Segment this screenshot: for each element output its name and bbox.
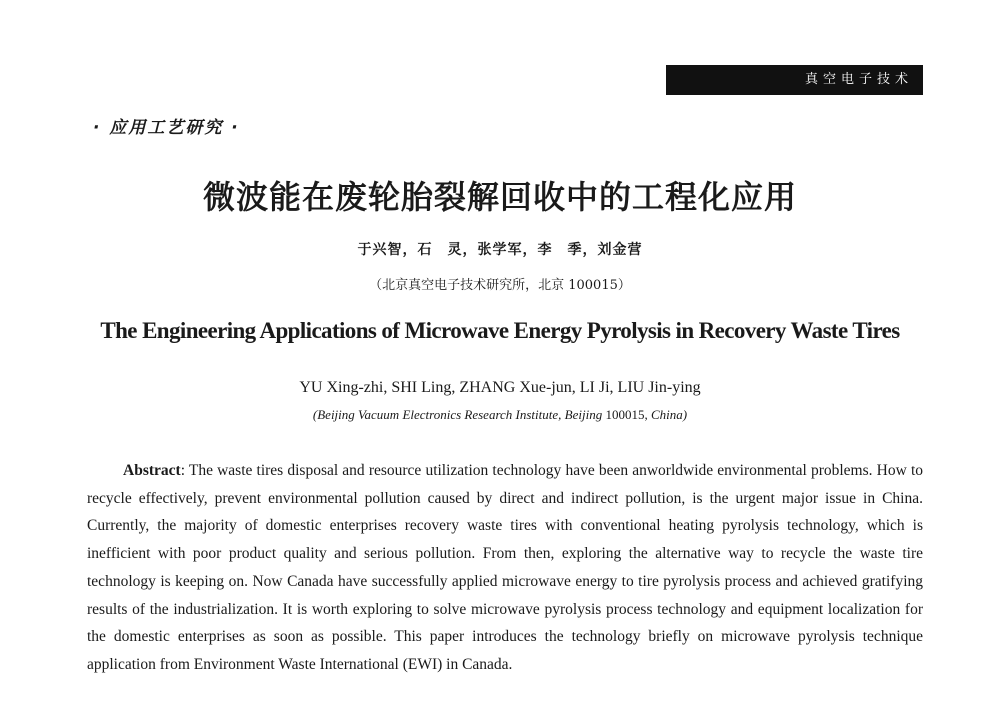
chinese-authors: 于兴智，石 灵，张学军，李 季，刘金营 [357,242,643,258]
chinese-title: 微波能在废轮胎裂解回收中的工程化应用 [202,178,797,216]
english-title: The Engineering Applications of Microwave Energy Pyrolysis in Recovery Waste Tires [100,318,900,343]
journal-name-banner: 真空电子技术 [666,65,923,95]
abstract-label: Abstract [123,462,181,479]
section-tag: · 应用工艺研究 · [93,118,240,138]
abstract-paragraph [87,457,923,679]
abstract-separator: : [180,462,189,479]
affiliation-postcode: 100015, [602,407,651,422]
affiliation-institute: (Beijing Vacuum Electronics Research Institute, Beijing [312,407,603,422]
abstract-text: The waste tires disposal and resource utilization technology have been anworldwide environmental problems. How to recycle effectively, prevent environmental pollution caused by direct and indirect pollution, is the urgent major issue in China. Currently, the majority of domestic enterprises recovery waste tires with conventional heating pyrolysis technology, which is inefficient with poor product quality and serious pollution. From then, exploring the alternative way to recycle the waste tire technology is keeping on. Now Canada have successfully applied microwave energy to tire pyrolysis process and achieved gratifying results of the industrialization. It is worth exploring to solve microwave pyrolysis process technology and equipment localization for the domestic enterprises as soon as possible. This paper introduces the technology briefly on microwave pyrolysis technique application from Environment Waste International (EWI) in Canada. [87,462,923,673]
affiliation-country: China) [650,407,688,422]
chinese-affiliation: （北京真空电子技术研究所，北京 100015） [369,278,631,293]
english-affiliation [0,407,1000,423]
english-authors: YU Xing-zhi, SHI Ling, ZHANG Xue-jun, LI Ji, LIU Jin-ying [299,379,701,396]
